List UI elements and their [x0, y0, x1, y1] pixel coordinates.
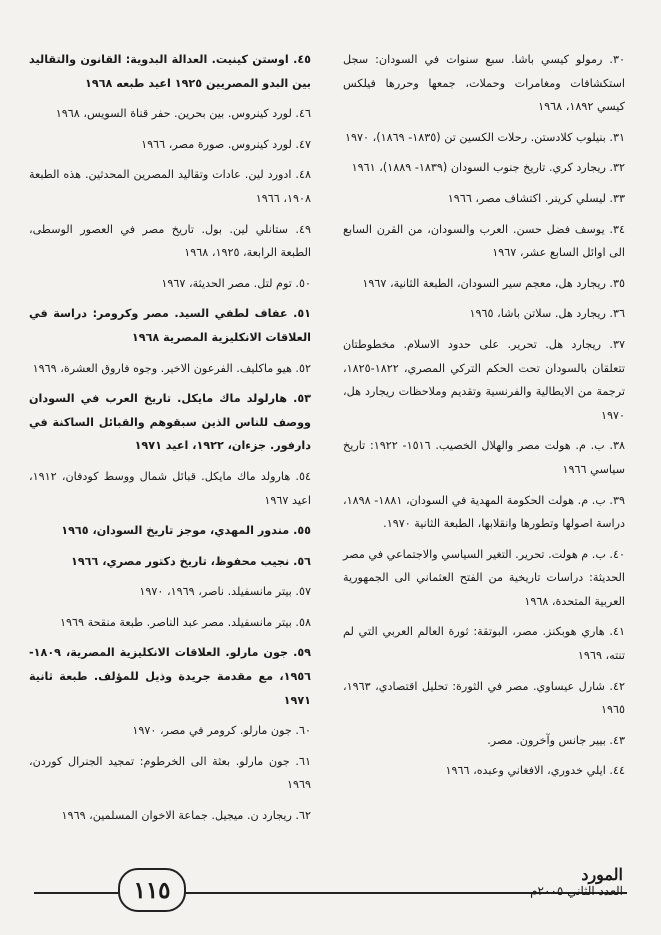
- bib-entry-54: ٥٤. هارولد ماك مايكل. قبائل شمال ووسط كودفان، ١٩١٢، اعيد ١٩٦٧: [29, 469, 311, 507]
- bib-entry-31: ٣١. بنيلوب كلادستن. رحلات الكسين تن (١٨٣٥- ١٨٦٩)، ١٩٧٠: [345, 130, 625, 144]
- bib-entry-34: ٣٤. يوسف فضل حسن. العرب والسودان، من القرن السابع الى اوائل السابع عشر، ١٩٦٧: [343, 222, 625, 260]
- bib-entry-62: ٦٢. ريجارد ن. ميجيل. جماعة الاخوان المسلمين، ١٩٦٩: [61, 809, 311, 823]
- bib-entry-35: ٣٥. ريجارد هل، معجم سير السودان، الطبعة الثانية، ١٩٦٧: [362, 276, 625, 290]
- bib-entry-51: ٥١. عفاف لطفي السيد. مصر وكرومر: دراسة في العلاقات الانكليزية المصرية ١٩٦٨: [29, 307, 311, 344]
- bib-entry-30: ٣٠. رمولو كيسي باشا. سبع سنوات في السودان: سجل استكشافات ومغامرات وحملات، جمعها وحررها فيلكس كيسي ١٨٩٢، ١٩٦٨: [343, 53, 625, 114]
- bib-entry-48: ٤٨. ادورد لين. عادات وتقاليد المصرين المحدثين. هذه الطبعة ١٩٠٨، ١٩٦٦: [29, 168, 311, 205]
- bib-entry-53: ٥٣. هارلولد ماك مايكل. تاريخ العرب في السودان ووصف للناس الذين سبقوهم والقبائل الساكنة في دارفور. جزءان، ١٩٢٢، اعيد ١٩٧١: [29, 392, 311, 453]
- bib-entry-57: ٥٧. بيتر مانسفيلد. ناصر، ١٩٦٩، ١٩٧٠: [139, 585, 311, 599]
- bib-entry-33: ٣٣. ليسلي كرينر. اكتشاف مصر، ١٩٦٦: [447, 191, 625, 205]
- right-column: [343, 48, 625, 790]
- magazine-masthead: [530, 866, 623, 898]
- bib-entry-38: ٣٨. ب. م. هولت مصر والهلال الخصيب. ١٥١٦- ١٩٢٢: تاريخ سياسي ١٩٦٦: [343, 439, 626, 476]
- bib-entry-32: ٣٢. ريجارد كري. تاريخ جنوب السودان (١٨٣٩- ١٨٨٩)، ١٩٦١: [351, 161, 625, 175]
- bib-entry-52: ٥٢. هيو ماكليف. الفرعون الاخير. وجوه فاروق العشرة، ١٩٦٩: [32, 361, 311, 375]
- bib-entry-59: ٥٩. جون مارلو. العلاقات الانكليزية المصرية، ١٨٠٩- ١٩٥٦، مع مقدمة جريدة وذيل للمؤلف. طبعة ثانية ١٩٧١: [29, 646, 311, 707]
- bib-entry-45: ٤٥. اوستن كينيت. العدالة البدوية: القانون والتقاليد بين البدو المصريين ١٩٢٥ اعيد طبعه ١٩٦٨: [29, 53, 311, 90]
- bib-entry-39: ٣٩. ب. م. هولت الحكومة المهدية في السودان، ١٨٨١- ١٨٩٨، دراسة اصولها وتطورها وانقلابها، الطبعة الثانية ١٩٧٠.: [343, 493, 625, 531]
- bib-entry-46: ٤٦. لورد كينروس. بين بحرين. حفر قناة السويس، ١٩٦٨: [55, 107, 311, 121]
- bib-entry-37: ٣٧. ريجارد هل. تحرير. على حدود الاسلام. مخطوطتان تتعلقان بالسودان تحت الحكم التركي المصري، ١٨٢٢-١٨٢٥، ترجمة من الايطالية والفرنسية وتقديم وملاحظات ريجارد هل، ١٩٧٠: [343, 337, 625, 422]
- bib-entry-36: ٣٦. ريجارد هل. سلاتن باشا، ١٩٦٥: [469, 307, 625, 321]
- bib-entry-43: ٤٣. بيير جانس وآخرون. مصر.: [487, 733, 625, 747]
- bib-entry-40: ٤٠. ب. م هولت. تحرير. التغير السياسي والاجتماعي في مصر الحديثة: دراسات تاريخية من الفتح العثماني الى الجمهورية العربية المتحدة، ١٩٦٨: [342, 547, 625, 608]
- bib-entry-61: ٦١. جون مارلو. بعثة الى الخرطوم: تمجيد الجنرال كوردن، ١٩٦٩: [29, 754, 311, 792]
- bib-entry-49: ٤٩. ستانلي لين. بول. تاريخ مصر في العصور الوسطى، الطبعة الرابعة، ١٩٢٥، ١٩٦٨: [29, 222, 311, 260]
- bib-entry-56: ٥٦. نجيب محفوظ، تاريخ دكتور مصري، ١٩٦٦: [70, 554, 311, 568]
- bib-entry-47: ٤٧. لورد كينروس. صورة مصر، ١٩٦٦: [141, 137, 311, 151]
- bib-entry-41: ٤١. هاري هوبكنز. مصر، البوتقة: ثورة العالم العربي التي لم تنته، ١٩٦٩: [343, 625, 625, 663]
- bib-entry-50: ٥٠. توم لتل. مصر الحديثة، ١٩٦٧: [161, 276, 311, 290]
- bib-entry-44: ٤٤. ايلي خدوري، الافغاني وعبده، ١٩٦٦: [445, 764, 625, 778]
- issue-label: العدد الثاني ٢٠٠٥م: [530, 884, 623, 898]
- magazine-title: المورد: [581, 865, 623, 884]
- bib-entry-58: ٥٨. بيتر مانسفيلد. مصر عبد الناصر. طبعة منقحة ١٩٦٩: [59, 615, 311, 629]
- bib-entry-55: ٥٥. مندور المهدي، موجز تاريخ السودان، ١٩٦٥: [61, 524, 311, 538]
- left-column: [29, 48, 311, 835]
- page-number: ١١٥: [118, 868, 186, 912]
- bib-entry-42: ٤٢. شارل عيساوي. مصر في الثورة: تحليل اقتصادي، ١٩٦٣، ١٩٦٥: [343, 679, 625, 717]
- bib-entry-60: ٦٠. جون مارلو. كرومر في مصر، ١٩٧٠: [132, 724, 311, 738]
